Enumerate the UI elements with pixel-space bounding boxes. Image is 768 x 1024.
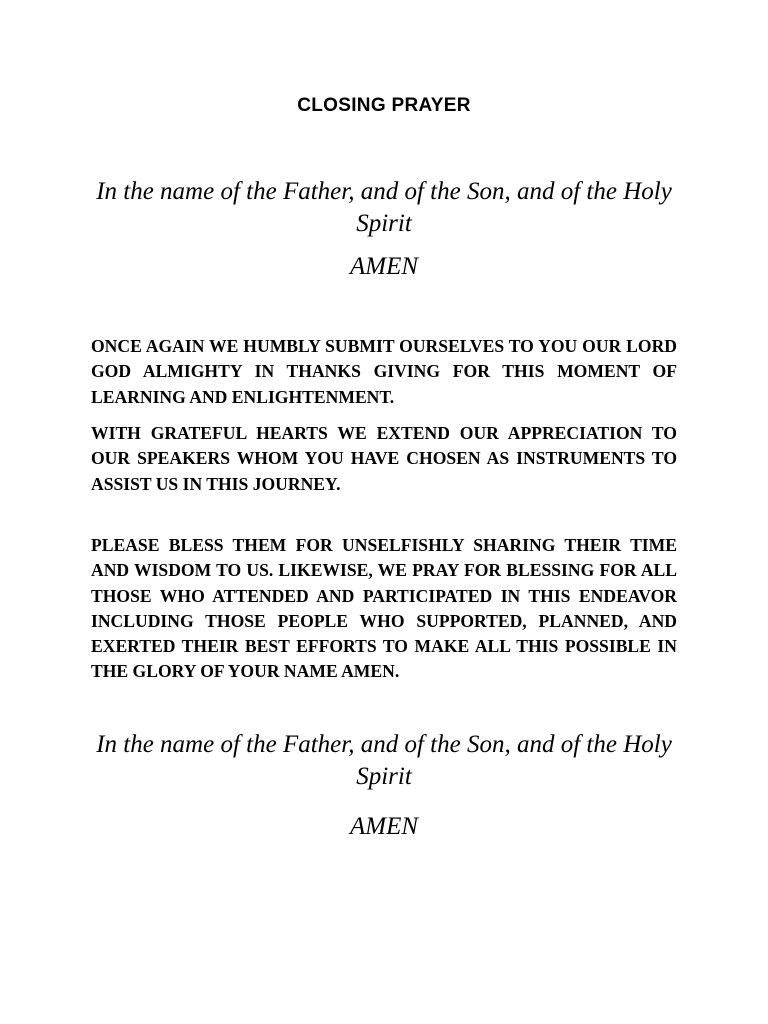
opening-invocation: In the name of the Father, and of the Son, and of the Holy Spirit [96, 178, 672, 237]
prayer-paragraph-2: WITH GRATEFUL HEARTS WE EXTEND OUR APPRECIATION TO OUR SPEAKERS WHOM YOU HAVE CHOSEN AS INSTRUMENTS TO ASSIST US IN THIS JOURNEY. [91, 423, 677, 494]
prayer-paragraph-3: PLEASE BLESS THEM FOR UNSELFISHLY SHARING THEIR TIME AND WISDOM TO US. LIKEWISE, WE PRAY FOR BLESSING FOR ALL THOSE WHO ATTENDED AND PARTICIPATED IN THIS ENDEAVOR INCLUDING THOSE PEOPLE WHO SUPPORTED, PLANNED, AND EXERTED THEIR BEST EFFORTS TO MAKE ALL THIS POSSIBLE IN THE GLORY OF YOUR NAME AMEN. [91, 535, 677, 682]
prayer-paragraph-1: ONCE AGAIN WE HUMBLY SUBMIT OURSELVES TO YOU OUR LORD GOD ALMIGHTY IN THANKS GIVING FOR THIS MOMENT OF LEARNING AND ENLIGHTENMENT. [91, 336, 677, 407]
closing-amen: AMEN [349, 813, 419, 840]
closing-invocation: In the name of the Father, and of the Son, and of the Holy Spirit [96, 731, 672, 790]
opening-amen: AMEN [349, 253, 419, 280]
page-title: CLOSING PRAYER [297, 95, 471, 116]
